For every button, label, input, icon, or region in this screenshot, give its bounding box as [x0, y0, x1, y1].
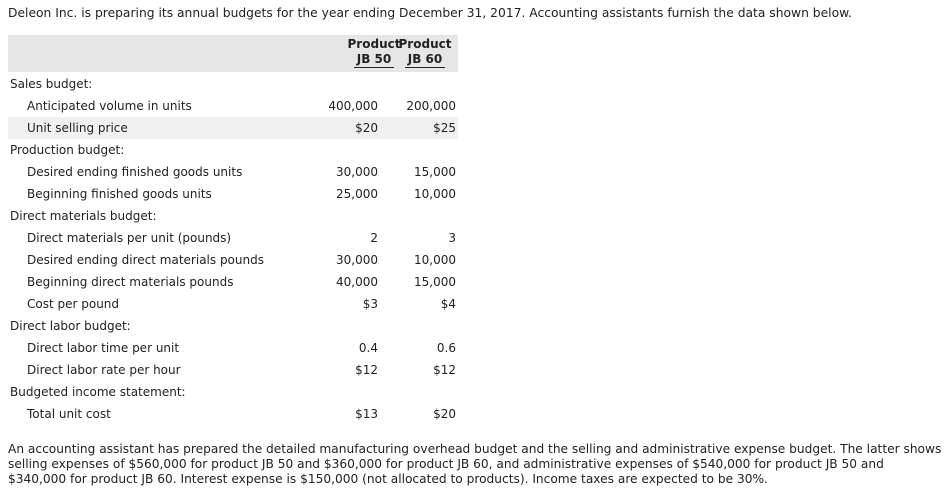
value-jb50: 0.4 — [358, 341, 378, 355]
row-label: Direct labor budget: — [10, 319, 131, 333]
column-header-line2: JB 60 — [405, 52, 446, 68]
row-label: Unit selling price — [27, 121, 128, 135]
value-jb50: 25,000 — [336, 187, 378, 201]
value-jb60: $25 — [433, 121, 456, 135]
value-jb60: $20 — [433, 407, 456, 421]
row-label: Beginning direct materials pounds — [27, 275, 234, 289]
footer-line: An accounting assistant has prepared the detailed manufacturing overhead budget and the selling and administrative expense budget. The latter shows — [8, 442, 942, 456]
table-row — [8, 271, 458, 293]
table-row — [8, 227, 458, 249]
footer-line: $340,000 for product JB 60. Interest expense is $150,000 (not allocated to products). Income taxes are expected to be 30%. — [8, 472, 768, 486]
table-row — [8, 293, 458, 315]
value-jb60: 15,000 — [414, 275, 456, 289]
table-row — [8, 161, 458, 183]
row-label: Desired ending finished goods units — [27, 165, 243, 179]
table-row — [8, 95, 458, 117]
value-jb60: $4 — [440, 297, 456, 311]
row-label: Direct materials budget: — [10, 209, 157, 223]
row-label: Total unit cost — [27, 407, 111, 421]
table-row — [8, 359, 458, 381]
row-label: Direct materials per unit (pounds) — [27, 231, 232, 245]
value-jb60: 10,000 — [414, 253, 456, 267]
section-budgeted-income-statement — [8, 381, 458, 403]
row-label: Cost per pound — [27, 297, 120, 311]
footer-paragraph — [8, 442, 940, 487]
table-row — [8, 403, 458, 425]
section-direct-labor-budget — [8, 315, 458, 337]
column-header-jb60 — [389, 37, 461, 68]
row-label: Beginning finished goods units — [27, 187, 212, 201]
value-jb60: $12 — [433, 363, 456, 377]
value-jb60: 15,000 — [414, 165, 456, 179]
value-jb60: 200,000 — [406, 99, 456, 113]
column-header-line2: JB 50 — [354, 52, 395, 68]
value-jb50: 30,000 — [336, 165, 378, 179]
section-production-budget — [8, 139, 458, 161]
value-jb50: 400,000 — [328, 99, 378, 113]
value-jb50: $12 — [355, 363, 378, 377]
intro-text: Deleon Inc. is preparing its annual budgets for the year ending December 31, 2017. Accounting assistants furnish the data shown below. — [8, 6, 852, 20]
table-row — [8, 183, 458, 205]
value-jb50: 2 — [370, 231, 378, 245]
footer-line: selling expenses of $560,000 for product JB 50 and $360,000 for product JB 60, and administrative expenses of $540,000 for product JB 50 and — [8, 457, 884, 471]
table-row — [8, 117, 458, 139]
value-jb50: $3 — [362, 297, 378, 311]
row-label: Direct labor time per unit — [27, 341, 180, 355]
value-jb60: 0.6 — [436, 341, 456, 355]
value-jb50: $20 — [355, 121, 378, 135]
row-label: Production budget: — [10, 143, 125, 157]
value-jb60: 10,000 — [414, 187, 456, 201]
table-row — [8, 249, 458, 271]
column-header-line1: Product — [398, 37, 452, 51]
row-label: Anticipated volume in units — [27, 99, 192, 113]
row-label: Desired ending direct materials pounds — [27, 253, 264, 267]
column-header-line1: Product — [347, 37, 401, 51]
value-jb60: 3 — [448, 231, 456, 245]
value-jb50: 30,000 — [336, 253, 378, 267]
row-label: Budgeted income statement: — [10, 385, 186, 399]
section-direct-materials-budget — [8, 205, 458, 227]
section-sales-budget — [8, 73, 458, 95]
table-row — [8, 337, 458, 359]
value-jb50: 40,000 — [336, 275, 378, 289]
value-jb50: $13 — [355, 407, 378, 421]
row-label: Direct labor rate per hour — [27, 363, 181, 377]
row-label: Sales budget: — [10, 77, 93, 91]
